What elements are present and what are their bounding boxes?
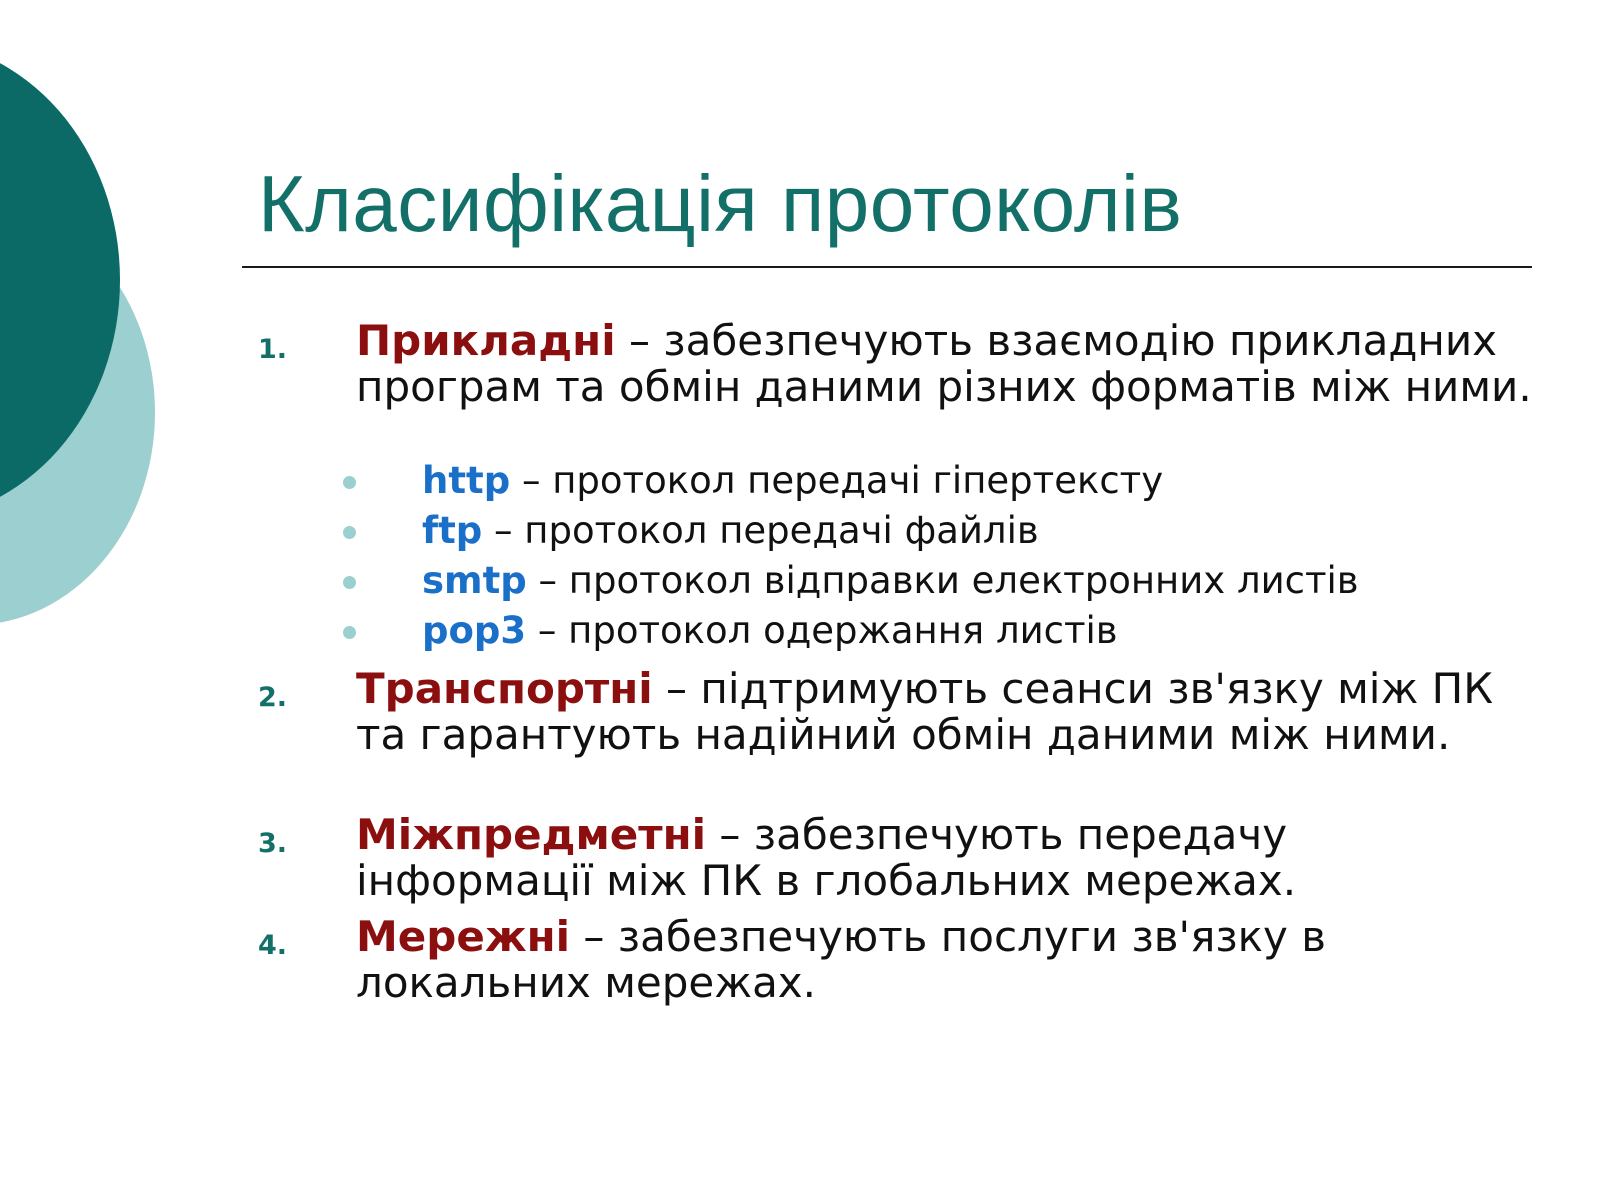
- bullet-dot: [343, 626, 356, 639]
- protocol-description: – протокол відправки електронних листів: [526, 559, 1359, 602]
- item-number: 4.: [258, 930, 288, 961]
- item-description: – забезпечують послуги зв'язку в локальних мережах.: [356, 912, 1327, 1007]
- item-text: [356, 318, 1536, 410]
- protocol-term: http: [422, 459, 511, 502]
- item-description: – забезпечують взаємодію прикладних програм та обмін даними різних форматів між ними.: [356, 316, 1532, 411]
- sub-item-http: [0, 458, 1600, 508]
- sub-item-text: [422, 508, 1039, 554]
- item-text: [356, 812, 1536, 904]
- protocol-description: – протокол передачі гіпертексту: [510, 459, 1164, 502]
- sub-item-text: [422, 458, 1163, 504]
- item-number: 1.: [258, 334, 288, 365]
- item-description: – підтримують сеанси зв'язку між ПК та гарантують надійний обмін даними між ними.: [356, 664, 1494, 759]
- sub-item-text: [422, 608, 1118, 654]
- sub-item-ftp: [0, 508, 1600, 558]
- sub-item-pop3: [0, 608, 1600, 658]
- protocol-description: – протокол одержання листів: [526, 609, 1118, 652]
- slide-title: Класифікація протоколів: [258, 159, 1183, 248]
- item-text: [356, 666, 1536, 758]
- item-term: Транспортні: [356, 664, 653, 713]
- protocol-term: ftp: [422, 509, 483, 552]
- item-term: Міжпредметні: [356, 810, 707, 859]
- item-number: 3.: [258, 828, 288, 859]
- sub-item-smtp: [0, 558, 1600, 608]
- item-description: – забезпечують передачу інформації між ПК в глобальних мережах.: [356, 810, 1297, 905]
- item-term: Мережні: [356, 912, 571, 961]
- item-number: 2.: [258, 682, 288, 713]
- protocol-term: smtp: [422, 559, 527, 602]
- bullet-dot: [343, 476, 356, 489]
- sub-item-text: [422, 558, 1359, 604]
- protocol-term: pop3: [422, 609, 527, 652]
- bullet-dot: [343, 526, 356, 539]
- title-divider: [242, 266, 1532, 268]
- item-text: [356, 914, 1536, 1006]
- item-term: Прикладні: [356, 316, 616, 365]
- bullet-dot: [343, 576, 356, 589]
- protocol-description: – протокол передачі файлів: [482, 509, 1039, 552]
